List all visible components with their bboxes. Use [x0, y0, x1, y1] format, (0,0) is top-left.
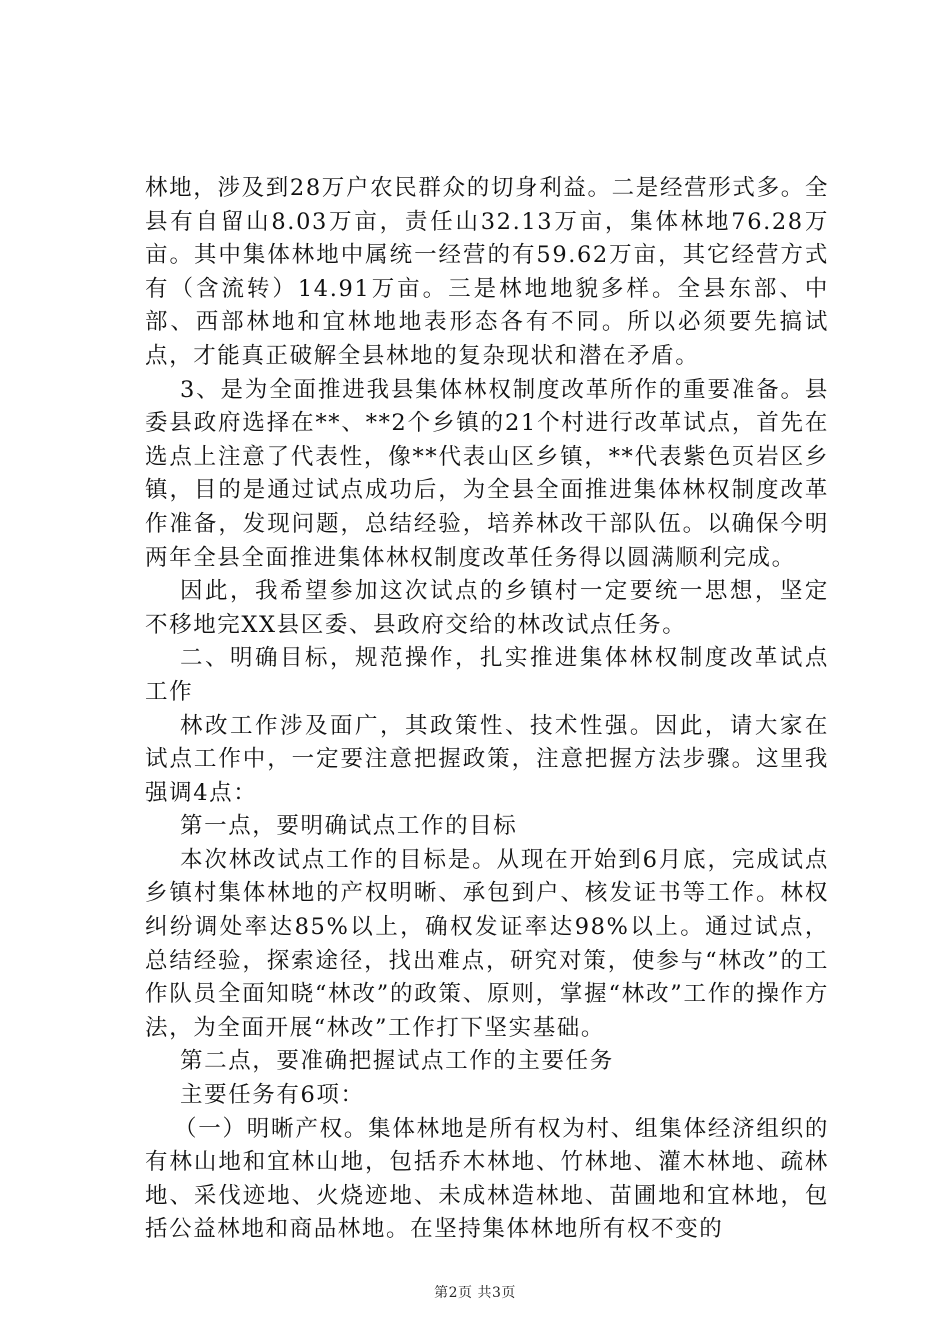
paragraph-intro: 林改工作涉及面广，其政策性、技术性强。因此，请大家在试点工作中，一定要注意把握政策，注意把握方法步骤。这里我强调4点：	[145, 712, 829, 806]
paragraph-continuation: 林地，涉及到28万户农民群众的切身利益。二是经营形式多。全县有自留山8.03万亩，责任山32.13万亩，集体林地76.28万亩。其中集体林地中属统一经营的有59.62万亩，其它经营方式有（含流转）14.91万亩。三是林地地貌多样。全县东部、中部、西部林地和宜林地地表形态各有不同。所以必须要先搞试点，才能真正破解全县林地的复杂现状和潜在矛盾。	[145, 175, 829, 369]
document-body	[145, 172, 829, 1247]
paragraph-task-1: （一）明晰产权。集体林地是所有权为村、组集体经济组织的有林山地和宜林山地，包括乔木林地、竹林地、灌木林地、疏林地、采伐迹地、火烧迹地、未成林造林地、苗圃地和宜林地，包括公益林地和商品林地。在坚持集体林地所有权不变的	[145, 1115, 829, 1243]
subheading-point-1: 第一点，要明确试点工作的目标	[180, 813, 518, 840]
subheading-point-2: 第二点，要准确把握试点工作的主要任务	[180, 1048, 614, 1075]
paragraph-point-3: 3、是为全面推进我县集体林权制度改革所作的重要准备。县委县政府选择在**、**2个乡镇的21个村进行改革试点，首先在选点上注意了代表性，像**代表山区乡镇，**代表紫色页岩区乡镇，目的是通过试点成功后，为全县全面推进集体林权制度改革作准备，发现问题，总结经验，培养林改干部队伍。以确保今明两年全县全面推进集体林权制度改革任务得以圆满顺利完成。	[145, 376, 829, 571]
paragraph-task-count: 主要任务有6项：	[180, 1082, 365, 1109]
page-footer: 第2页 共3页	[434, 1285, 516, 1301]
paragraph-conclusion: 因此，我希望参加这次试点的乡镇村一定要统一思想，坚定不移地完XX县区委、县政府交给的林改试点任务。	[145, 578, 829, 638]
section-heading-2: 二、明确目标，规范操作，扎实推进集体林权制度改革试点工作	[145, 645, 829, 705]
paragraph-goal: 本次林改试点工作的目标是。从现在开始到6月底，完成试点乡镇村集体林地的产权明晰、承包到户、核发证书等工作。林权纠纷调处率达85%以上，确权发证率达98%以上。通过试点，总结经验，探索途径，找出难点，研究对策，使参与“林改”的工作队员全面知晓“林改”的政策、原则，掌握“林改”工作的操作方法，为全面开展“林改”工作打下坚实基础。	[145, 846, 829, 1041]
